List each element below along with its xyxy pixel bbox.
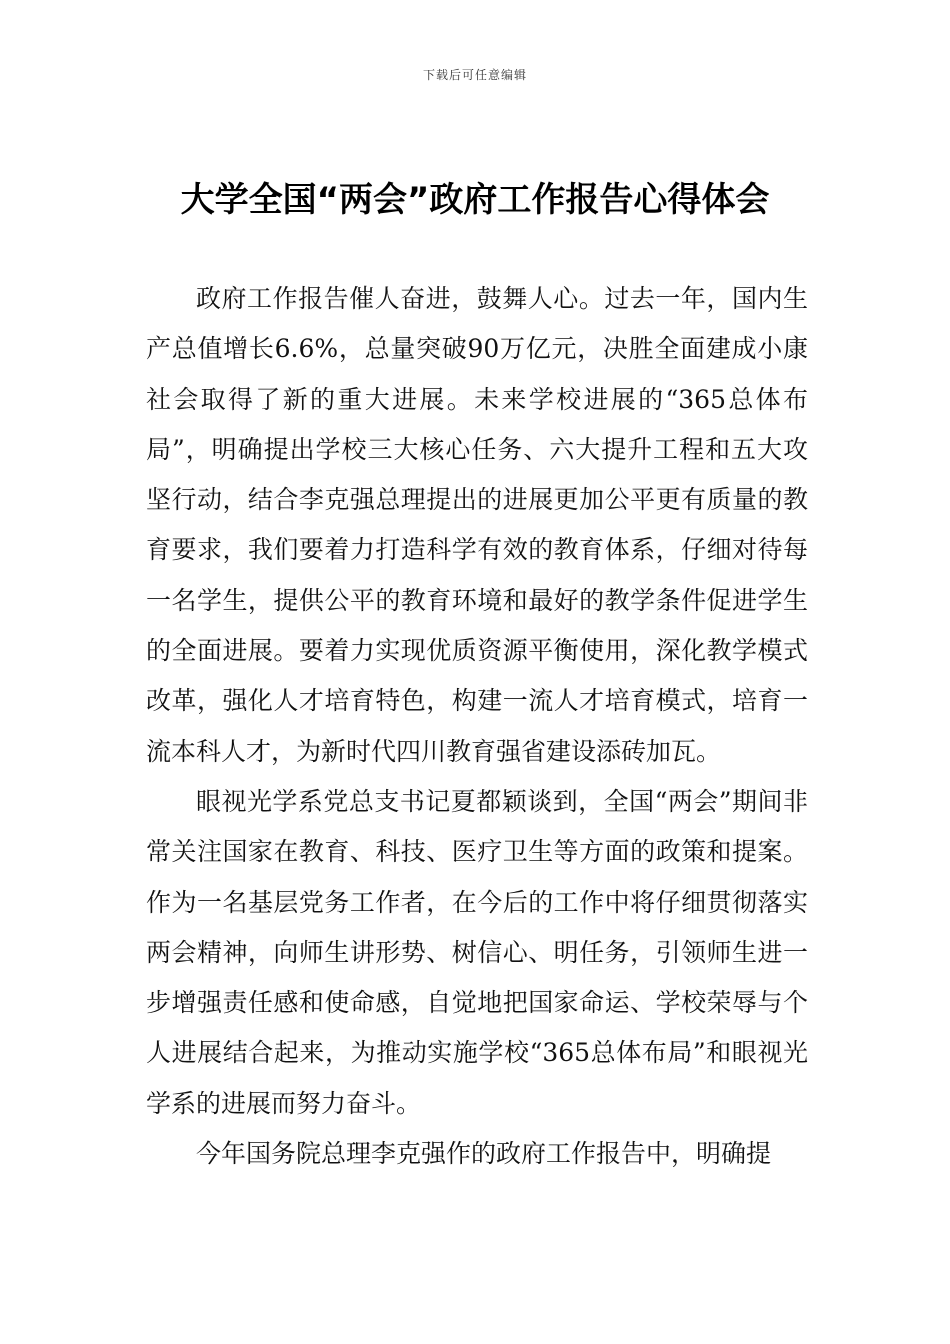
paragraph: 眼视光学系党总支书记夏都颖谈到，全国“两会”期间非常关注国家在教育、科技、医疗卫生等方面的政策和提案。作为一名基层党务工作者，在今后的工作中将仔细贯彻落实两会精神，向师生讲形势、树信心、明任务，引领师生进一步增强责任感和使命感，自觉地把国家命运、学校荣辱与个人进展结合起来，为推动实施学校“365总体布局”和眼视光学系的进展而努力奋斗。	[146, 786, 808, 1118]
paragraph: 政府工作报告催人奋进，鼓舞人心。过去一年，国内生产总值增长6.6%，总量突破90万亿元，决胜全面建成小康社会取得了新的重大进展。未来学校进展的“365总体布局”，明确提出学校三大核心任务、六大提升工程和五大攻坚行动，结合李克强总理提出的进展更加公平更有质量的教育要求，我们要着力打造科学有效的教育体系，仔细对待每一名学生，提供公平的教育环境和最好的教学条件促进学生的全面进展。要着力实现优质资源平衡使用，深化教学模式改革，强化人才培育特色，构建一流人才培育模式，培育一流本科人才，为新时代四川教育强省建设添砖加瓦。	[146, 284, 809, 766]
document-body	[146, 274, 808, 1179]
paragraph: 今年国务院总理李克强作的政府工作报告中，明确提	[196, 1139, 772, 1169]
header-note: 下载后可任意编辑	[422, 68, 527, 82]
document-title: 大学全国“两会”政府工作报告心得体会	[180, 180, 770, 220]
